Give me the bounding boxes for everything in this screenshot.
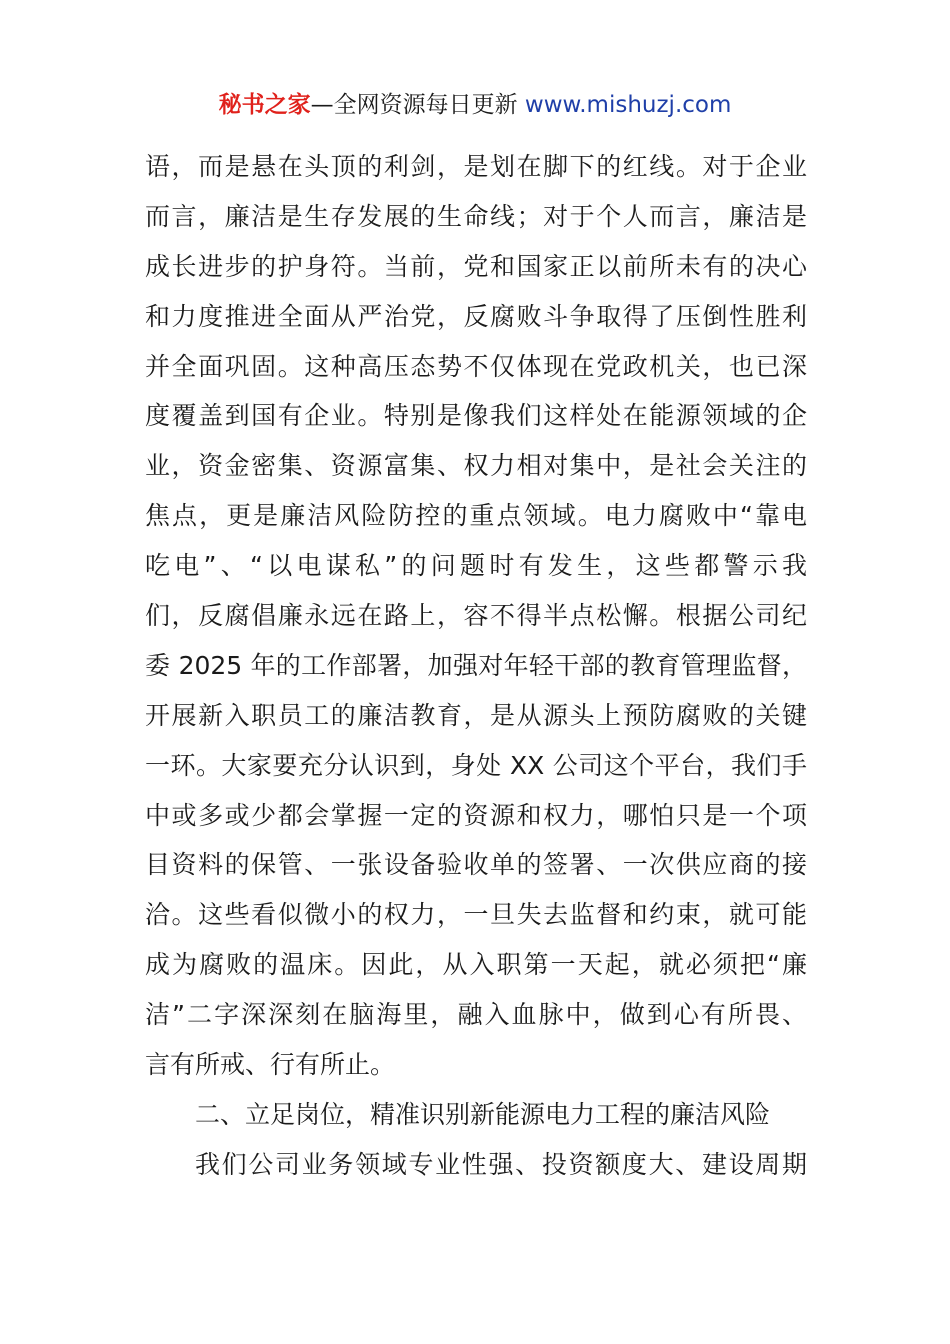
text-line: 度覆盖到国有企业。特别是像我们这样处在能源领域的企 — [145, 401, 807, 431]
text-line: 焦点，更是廉洁风险防控的重点领域。电力腐败中“靠电 — [145, 501, 807, 531]
site-brand: 秘书之家 — [218, 92, 311, 118]
site-tagline: —全网资源每日更新 — [310, 92, 525, 118]
text-line: 目资料的保管、一张设备验收单的签署、一次供应商的接 — [145, 850, 807, 880]
text-line: 我们公司业务领域专业性强、投资额度大、建设周期 — [195, 1149, 807, 1179]
paragraph — [145, 1140, 807, 1190]
text-line: 业，资金密集、资源富集、权力相对集中，是社会关注的 — [145, 451, 807, 481]
section-heading: 二、立足岗位，精准识别新能源电力工程的廉洁风险 — [195, 1099, 771, 1129]
text-line: 言有所戒、行有所止。 — [145, 1050, 396, 1080]
text-line: 语，而是悬在头顶的利剑，是划在脚下的红线。对于企业 — [145, 152, 807, 181]
text-line: 成长进步的护身符。当前，党和国家正以前所未有的决心 — [145, 251, 807, 281]
paragraph — [145, 142, 807, 1090]
text-line: 们，反腐倡廉永远在路上，容不得半点松懈。根据公司纪 — [145, 601, 807, 631]
text-line: 并全面巩固。这种高压态势不仅体现在党政机关，也已深 — [145, 351, 807, 381]
text-line: 吃电”、“以电谋私”的问题时有发生，这些都警示我 — [145, 551, 807, 581]
text-line: 洁”二字深深刻在脑海里，融入血脉中，做到心有所畏、 — [145, 1000, 807, 1030]
text-line: 而言，廉洁是生存发展的生命线；对于个人而言，廉洁是 — [145, 201, 807, 231]
text-line: 一环。大家要充分认识到，身处 XX 公司这个平台，我们手 — [145, 750, 807, 780]
site-header — [0, 88, 950, 122]
text-line: 中或多或少都会掌握一定的资源和权力，哪怕只是一个项 — [145, 800, 807, 830]
document-body — [145, 142, 807, 1190]
text-line: 和力度推进全面从严治党，反腐败斗争取得了压倒性胜利 — [145, 301, 807, 331]
text-line: 成为腐败的温床。因此，从入职第一天起，就必须把“廉 — [145, 950, 807, 980]
text-line: 洽。这些看似微小的权力，一旦失去监督和约束，就可能 — [145, 900, 807, 930]
text-line: 委 2025 年的工作部署，加强对年轻干部的教育管理监督， — [145, 650, 807, 680]
text-line: 开展新入职员工的廉洁教育，是从源头上预防腐败的关键 — [145, 700, 807, 730]
site-url: www.mishuzj.com — [524, 92, 732, 118]
